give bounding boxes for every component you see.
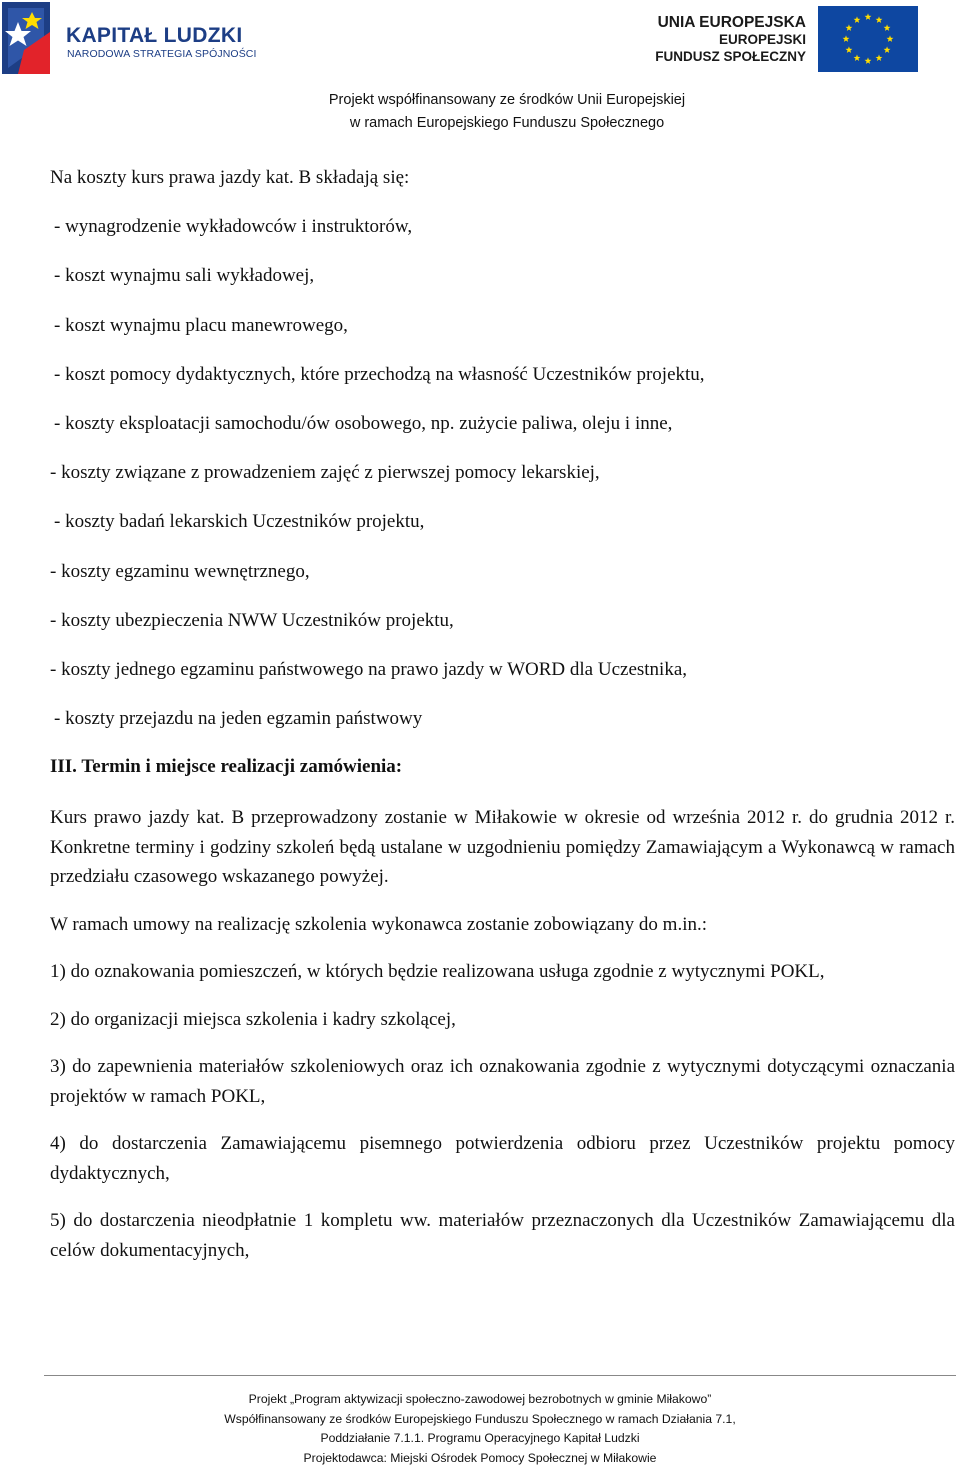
page-footer bbox=[0, 1390, 960, 1468]
eu-logo-line3: FUNDUSZ SPOŁECZNY bbox=[655, 48, 806, 65]
cost-item: - koszt pomocy dydaktycznych, które przechodzą na własność Uczestników projektu, bbox=[50, 363, 955, 387]
obligations-intro: W ramach umowy na realizację szkolenia wykonawca zostanie zobowiązany do m.in.: bbox=[50, 910, 955, 940]
page-header bbox=[0, 0, 960, 140]
costs-intro: Na koszty kurs prawa jazdy kat. B składają się: bbox=[50, 166, 955, 190]
footer-line1: Projekt „Program aktywizacji społeczno-zawodowej bezrobotnych w gminie Miłakowo” bbox=[0, 1390, 960, 1410]
cost-item: - wynagrodzenie wykładowców i instruktorów, bbox=[50, 215, 955, 239]
eu-logo-line2: EUROPEJSKI bbox=[655, 31, 806, 48]
kapital-ludzki-logo bbox=[2, 2, 50, 74]
kapital-ludzki-subtitle: NARODOWA STRATEGIA SPÓJNOŚCI bbox=[67, 48, 257, 60]
footer-line2: Współfinansowany ze środków Europejskiego Funduszu Społecznego w ramach Działania 7.1, bbox=[0, 1410, 960, 1430]
project-cofinancing-line2: w ramach Europejskiego Funduszu Społecznego bbox=[0, 115, 960, 131]
eu-flag-icon bbox=[818, 6, 918, 72]
obligation-item: 1) do oznakowania pomieszczeń, w których będzie realizowana usługa zgodnie z wytycznymi POKL, bbox=[50, 957, 955, 987]
cost-item: - koszty ubezpieczenia NWW Uczestników projektu, bbox=[50, 609, 955, 633]
kapital-ludzki-title: KAPITAŁ LUDZKI bbox=[66, 24, 242, 48]
project-cofinancing-line1: Projekt współfinansowany ze środków Unii Europejskiej bbox=[0, 92, 960, 108]
cost-item: - koszty eksploatacji samochodu/ów osobowego, np. zużycie paliwa, oleju i inne, bbox=[50, 412, 955, 436]
cost-item: - koszty przejazdu na jeden egzamin państwowy bbox=[50, 707, 955, 731]
footer-line3: Poddziałanie 7.1.1. Programu Operacyjnego Kapitał Ludzki bbox=[0, 1429, 960, 1449]
cost-item: - koszty badań lekarskich Uczestników projektu, bbox=[50, 510, 955, 534]
schedule-paragraph: Kurs prawo jazdy kat. B przeprowadzony zostanie w Miłakowie w okresie od września 2012 r. do grudnia 2012 r. Konkretne terminy i godziny szkoleń będą ustalane w uzgodnieniu pomiędzy Zamawiającym a Wykonawcą w ramach przedziału czasowego wskazanego powyżej. bbox=[50, 803, 955, 892]
footer-line4: Projektodawca: Miejski Ośrodek Pomocy Społecznej w Miłakowie bbox=[0, 1449, 960, 1468]
cost-item: - koszt wynajmu sali wykładowej, bbox=[50, 264, 955, 288]
cost-item: - koszty jednego egzaminu państwowego na prawo jazdy w WORD dla Uczestnika, bbox=[50, 658, 955, 682]
footer-divider bbox=[44, 1375, 956, 1376]
obligation-item: 2) do organizacji miejsca szkolenia i kadry szkolącej, bbox=[50, 1005, 955, 1035]
section-heading: III. Termin i miejsce realizacji zamówienia: bbox=[50, 755, 955, 779]
document-body bbox=[50, 166, 955, 1283]
obligation-item: 4) do dostarczenia Zamawiającemu pisemnego potwierdzenia odbioru przez Uczestników projektu pomocy dydaktycznych, bbox=[50, 1129, 955, 1188]
cost-item: - koszty związane z prowadzeniem zajęć z pierwszej pomocy lekarskiej, bbox=[50, 461, 955, 485]
obligation-item: 3) do zapewnienia materiałów szkoleniowych oraz ich oznakowania zgodnie z wytycznymi dotyczącymi oznaczania projektów w ramach POKL, bbox=[50, 1052, 955, 1111]
eu-logo-line1: UNIA EUROPEJSKA bbox=[655, 14, 806, 31]
cost-item: - koszty egzaminu wewnętrznego, bbox=[50, 560, 955, 584]
cost-item: - koszt wynajmu placu manewrowego, bbox=[50, 314, 955, 338]
obligation-item: 5) do dostarczenia nieodpłatnie 1 kompletu ww. materiałów przeznaczonych dla Uczestników Zamawiającemu dla celów dokumentacyjnych, bbox=[50, 1206, 955, 1265]
eu-logo-text bbox=[655, 14, 806, 65]
